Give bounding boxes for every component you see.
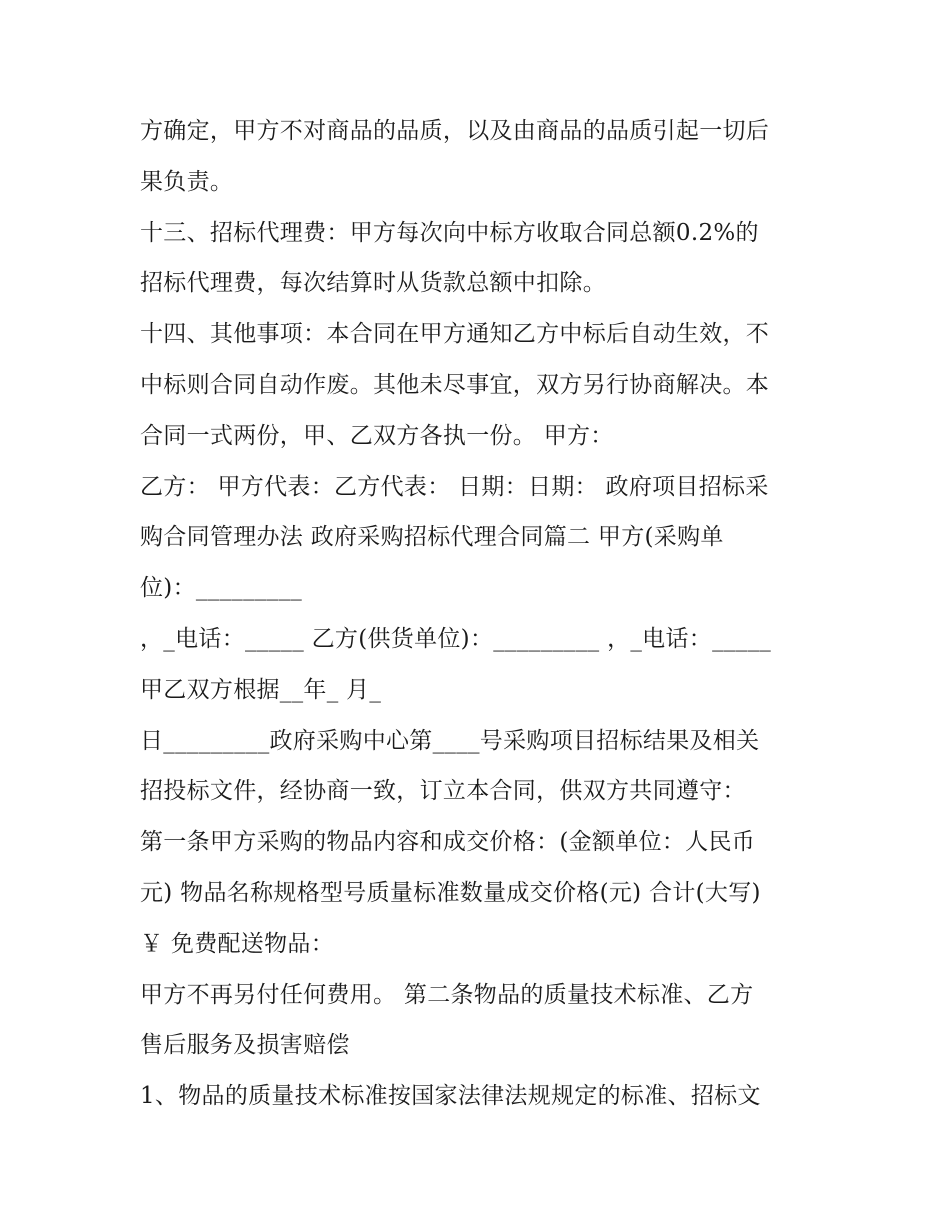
date-fields-line: 甲乙双方根据__年_ 月_ [140,676,382,703]
text-line: 果负责。 [140,168,234,195]
text-line: 方确定，甲方不对商品的品质，以及由商品的品质引起一切后 [140,118,770,144]
item-1-line: 1、物品的质量技术标准按国家法律法规规定的标准、招标文 [140,1083,761,1110]
text-line: 购合同管理办法 政府采购招标代理合同篇二 甲方(采购单 [140,524,724,551]
article-2-line: 甲方不再另付任何费用。 第二条物品的质量技术标准、乙方 [140,981,754,1008]
text-line: 招标代理费，每次结算时从货款总额中扣除。 [140,270,606,297]
document-body [140,106,820,1122]
text-line: 售后服务及损害赔偿 [140,1032,350,1059]
text-line: 日_________政府采购中心第____号采购项目招标结果及相关 [140,727,760,754]
article-1-line: 第一条甲方采购的物品内容和成交价格：(金额单位：人民币 [140,829,756,856]
text-line: 招投标文件，经协商一致，订立本合同，供双方共同遵守： [140,778,746,805]
phone-fields-line: ，_电话：_____ 乙方(供货单位)：_________ ，_电话：_____ [140,625,772,652]
party-a-field-line: 位)：_________ [140,575,303,602]
text-line: 合同一式两份，甲、乙双方各执一份。 甲方： [140,422,614,449]
items-header-line: 元) 物品名称规格型号质量标准数量成交价格(元) 合计(大写) [140,879,761,906]
clause-13-line: 十三、招标代理费：甲方每次向中标方收取合同总额0.2%的 [140,219,759,246]
text-line: 中标则合同自动作废。其他未尽事宜，双方另行协商解决。本 [140,371,770,398]
text-line: ￥ 免费配送物品： [140,930,335,957]
signature-line: 乙方： 甲方代表：乙方代表： 日期：日期： 政府项目招标采 [140,473,769,500]
clause-14-line: 十四、其他事项：本合同在甲方通知乙方中标后自动生效，不 [140,321,770,348]
